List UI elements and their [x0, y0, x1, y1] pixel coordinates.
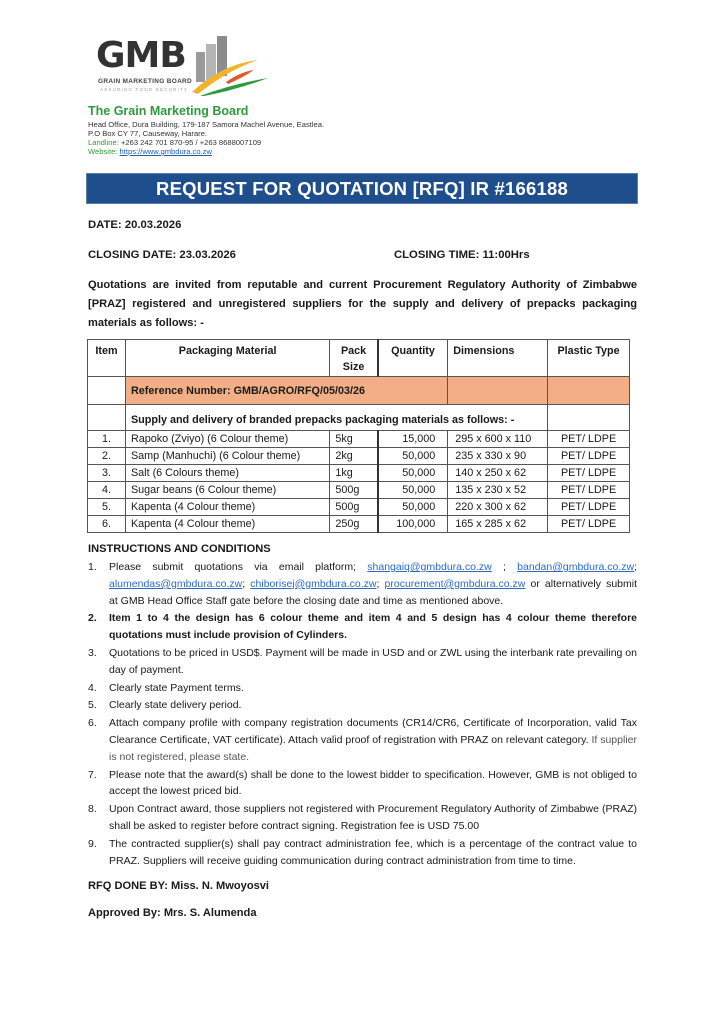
email-link-alumendas[interactable]: alumendas@gmbdura.co.zw [109, 577, 243, 590]
instruction-item [88, 801, 637, 835]
website-link[interactable]: https://www.gmbdura.co.zw [119, 147, 212, 156]
row-dimensions: 220 x 300 x 62 [448, 499, 548, 516]
instruction-number: 1. [88, 561, 97, 573]
instruction-text: The contracted supplier(s) shall pay contract administration fee, which is a percentage of the contract value to PRAZ. Suppliers will receive guiding communication during contract administration from time to time. [109, 837, 637, 867]
instruction-text: Item 1 to 4 the design has 6 colour theme and item 4 and 5 design has 4 colour theme therefore quotations must include provision of Cylinders. [109, 612, 637, 642]
instruction-item [88, 610, 637, 644]
header-plastic-type: Plastic Type [548, 340, 630, 377]
instruction-item [88, 645, 637, 679]
table-header-row [88, 340, 630, 377]
instruction-text: Attach company profile with company registration documents (CR14/CR6, Certificate of Incorporation, valid Tax Clearance Certificate, VAT certificate). Attach valid proof of registration with PRAZ on relevant category. [109, 717, 637, 746]
instruction-number: 3. [88, 646, 97, 659]
closing-date: CLOSING DATE: 23.03.2026 [88, 249, 236, 261]
row-pack-size: 1kg [330, 465, 378, 482]
instruction-text-tail: If supplier is not registered, please state. [109, 733, 637, 763]
reference-row [88, 377, 630, 405]
organization-name: The Grain Marketing Board [88, 104, 249, 118]
row-quantity: 15,000 [378, 431, 448, 448]
landline-label: Landline: [88, 138, 119, 147]
instruction-text: Clearly state delivery period. [109, 699, 242, 712]
gmb-logo [88, 30, 268, 100]
row-plastic-type: PET/ LDPE [548, 448, 630, 465]
table-row [88, 516, 630, 533]
address-line-1: Head Office, Dura Building, 179-187 Samora Machel Avenue, Eastlea. [88, 120, 325, 129]
row-item: 6. [88, 516, 126, 533]
row-material: Kapenta (4 Colour theme) [125, 516, 329, 533]
silo-swoosh-icon [192, 34, 268, 96]
instruction-item [88, 715, 637, 765]
instruction-item [88, 836, 637, 870]
email-link-chiborisej[interactable]: chiborisej@gmbdura.co.zw [250, 577, 377, 590]
instruction-text: Please note that the award(s) shall be done to the lowest bidder to specification. However, GMB is not obliged to accept the lowest priced bid. [109, 768, 637, 798]
instruction-item [88, 767, 637, 801]
row-dimensions: 235 x 330 x 90 [448, 448, 548, 465]
intro-paragraph: Quotations are invited from reputable and current Procurement Regulatory Authority of Zimbabwe [PRAZ] registered and unregistered suppliers for the supply and delivery of prepacks packaging materials as follows: - [88, 279, 637, 329]
instruction-text: Quotations to be priced in USD$. Payment will be made in USD and or ZWL using the interbank rate prevailing on day of payment. [109, 646, 637, 676]
rfq-date: DATE: 20.03.2026 [88, 219, 182, 231]
landline [88, 139, 261, 147]
row-item: 2. [88, 448, 126, 465]
instruction-text-tail: or alternatively submit at GMB Head Office Staff gate before the closing date and time as mentioned above. [109, 577, 638, 607]
row-quantity: 50,000 [378, 465, 448, 482]
instruction-number: 9. [88, 837, 97, 850]
reference-number: Reference Number: GMB/AGRO/RFQ/05/03/26 [125, 377, 447, 405]
approved-by: Approved By: Mrs. S. Alumenda [88, 907, 257, 919]
instruction-item [88, 680, 637, 697]
row-item: 3. [88, 465, 126, 482]
header-dimensions: Dimensions [448, 340, 548, 377]
table-row [88, 482, 630, 499]
header-pack-size [330, 340, 378, 377]
table-row [88, 465, 630, 482]
row-quantity: 50,000 [378, 448, 448, 465]
email-link-procurement[interactable]: procurement@gmbdura.co.zw [384, 577, 526, 590]
row-dimensions: 135 x 230 x 52 [448, 482, 548, 499]
rfq-title-banner: REQUEST FOR QUOTATION [RFQ] IR #166188 [86, 173, 638, 204]
instruction-text: Clearly state Payment terms. [109, 681, 244, 694]
row-pack-size: 2kg [330, 448, 378, 465]
row-material: Salt (6 Colours theme) [125, 465, 329, 482]
row-pack-size: 500g [330, 482, 378, 499]
reference-plastic-cell [548, 377, 630, 405]
reference-item-cell [88, 377, 126, 405]
header-pack-size-text: Pack Size [340, 345, 367, 373]
email-link-shangaiq[interactable]: shangaiq@gmbdura.co.zw [367, 561, 492, 573]
instruction-number: 8. [88, 803, 97, 816]
logo-subtitle: GRAIN MARKETING BOARD [98, 78, 193, 85]
row-dimensions: 165 x 285 x 62 [448, 516, 548, 533]
table-row [88, 431, 630, 448]
row-material: Sugar beans (6 Colour theme) [125, 482, 329, 499]
header-material: Packaging Material [125, 340, 329, 377]
row-pack-size: 5kg [330, 431, 378, 448]
instruction-number: 4. [88, 681, 97, 694]
packaging-materials-table [87, 339, 630, 533]
logo-tagline: ASSURING FOOD SECURITY [100, 87, 189, 92]
instructions-heading: INSTRUCTIONS AND CONDITIONS [88, 543, 271, 555]
row-material: Rapoko (Zviyo) (6 Colour theme) [125, 431, 329, 448]
row-pack-size: 250g [330, 516, 378, 533]
instructions-list [88, 559, 637, 870]
row-quantity: 50,000 [378, 499, 448, 516]
row-quantity: 50,000 [378, 482, 448, 499]
row-item: 1. [88, 431, 126, 448]
instruction-item [88, 697, 637, 714]
row-material: Kapenta (4 Colour theme) [125, 499, 329, 516]
header-item: Item [88, 340, 126, 377]
reference-dimensions-cell [448, 377, 548, 405]
row-item: 4. [88, 482, 126, 499]
supply-item-cell [88, 405, 126, 431]
landline-value: +263 242 701 870-95 / +263 8688007109 [120, 138, 262, 147]
website [88, 148, 212, 156]
instruction-item: 1. Please submit quotations via email platform; shangaiq@gmbdura.co.zw ; bandan@gmbdura.co.zw; alumendas@gmbdura.co.zw; chiborisej@gmbdura.co.zw; procurement@gmbdura.co.zw or alternatively submit at GMB Head Office Staff gate before the closing date and time as mentioned above. [88, 561, 638, 607]
supply-plastic-cell [548, 405, 630, 431]
row-plastic-type: PET/ LDPE [548, 516, 630, 533]
website-label: Website: [88, 147, 118, 156]
row-quantity: 100,000 [378, 516, 448, 533]
address-line-2: P.O Box CY 77, Causeway, Harare. [88, 129, 208, 138]
row-plastic-type: PET/ LDPE [548, 499, 630, 516]
supply-note: Supply and delivery of branded prepacks packaging materials as follows: - [125, 405, 547, 431]
row-material: Samp (Manhuchi) (6 Colour theme) [125, 448, 329, 465]
supply-note-row [88, 405, 630, 431]
header-quantity: Quantity [378, 340, 448, 377]
row-plastic-type: PET/ LDPE [548, 431, 630, 448]
instruction-text: Please submit quotations via email platform; [109, 561, 368, 573]
instruction-text: Upon Contract award, those suppliers not registered with Procurement Regulatory Authority of Zimbabwe (PRAZ) shall be asked to register before contract signing. Registration fee is USD 75.00 [109, 803, 637, 832]
email-link-bandan[interactable]: bandan@gmbdura.co.zw [517, 561, 635, 573]
instruction-number: 2. [88, 612, 97, 625]
logo-wordmark: GMB [96, 35, 186, 76]
letterhead [88, 30, 388, 100]
row-dimensions: 140 x 250 x 62 [448, 465, 548, 482]
table-row [88, 448, 630, 465]
instruction-number: 7. [88, 768, 97, 781]
instruction-number: 6. [88, 717, 97, 730]
row-item: 5. [88, 499, 126, 516]
row-pack-size: 500g [330, 499, 378, 516]
row-plastic-type: PET/ LDPE [548, 482, 630, 499]
table-row [88, 499, 630, 516]
instruction-number: 5. [88, 699, 97, 712]
row-dimensions: 295 x 600 x 110 [448, 431, 548, 448]
rfq-done-by: RFQ DONE BY: Miss. N. Mwoyosvi [88, 880, 270, 892]
row-plastic-type: PET/ LDPE [548, 465, 630, 482]
closing-time: CLOSING TIME: 11:00Hrs [394, 249, 530, 261]
